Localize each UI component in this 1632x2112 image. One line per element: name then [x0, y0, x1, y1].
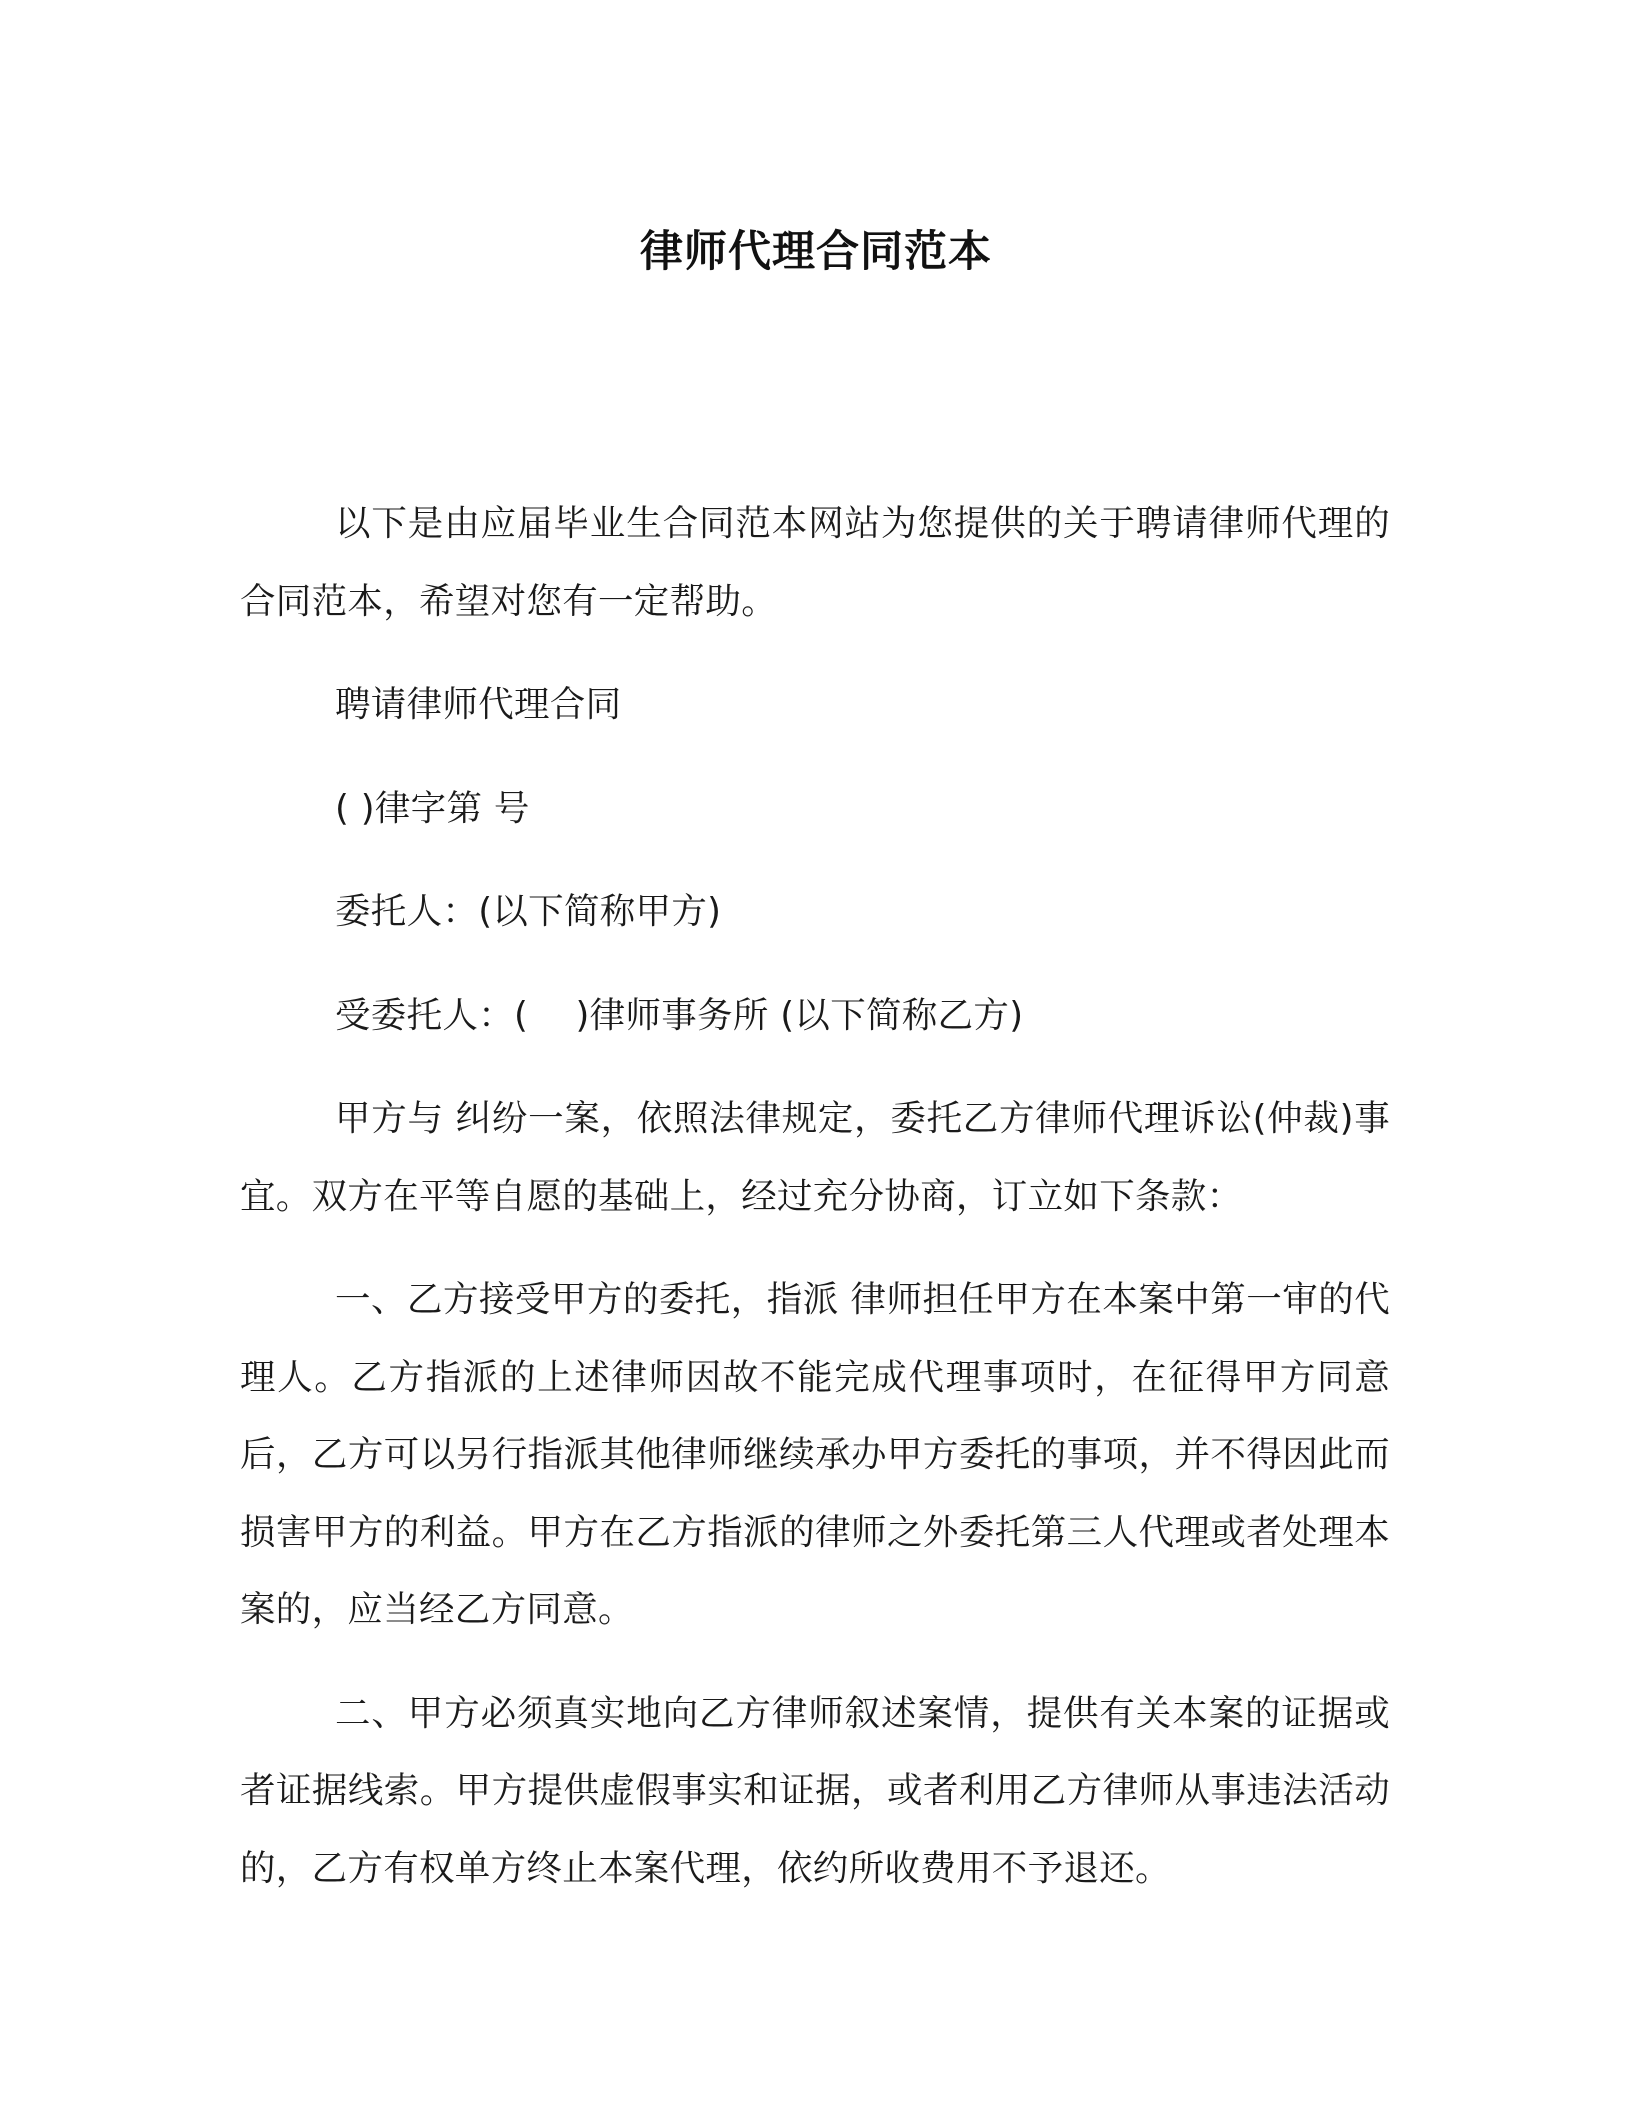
- document-body: [240, 485, 1390, 1933]
- agent-party: 受委托人：( )律师事务所 (以下简称乙方): [335, 994, 1024, 1036]
- preamble-paragraph: 甲方与 纠纷一案，依照法律规定，委托乙方律师代理诉讼(仲裁)事宜。双方在平等自愿的基础上，经过充分协商，订立如下条款：: [240, 1098, 1390, 1217]
- intro-paragraph: 以下是由应届毕业生合同范本网站为您提供的关于聘请律师代理的合同范本，希望对您有一定帮助。: [240, 503, 1390, 622]
- contract-number: ( )律字第 号: [335, 787, 530, 829]
- clause-two: 二、甲方必须真实地向乙方律师叙述案情，提供有关本案的证据或者证据线索。甲方提供虚假事实和证据，或者利用乙方律师从事违法活动的，乙方有权单方终止本案代理，依约所收费用不予退还。: [240, 1692, 1390, 1889]
- document-title: 律师代理合同范本: [640, 227, 992, 277]
- principal-party: 委托人：(以下简称甲方): [335, 891, 722, 932]
- clause-one: 一、乙方接受甲方的委托，指派 律师担任甲方在本案中第一审的代理人。乙方指派的上述律师因故不能完成代理事项时，在征得甲方同意后，乙方可以另行指派其他律师继续承办甲方委托的事项，并不得因此而损害甲方的利益。甲方在乙方指派的律师之外委托第三人代理或者处理本案的，应当经乙方同意。: [240, 1279, 1390, 1630]
- contract-heading: 聘请律师代理合同: [335, 684, 622, 725]
